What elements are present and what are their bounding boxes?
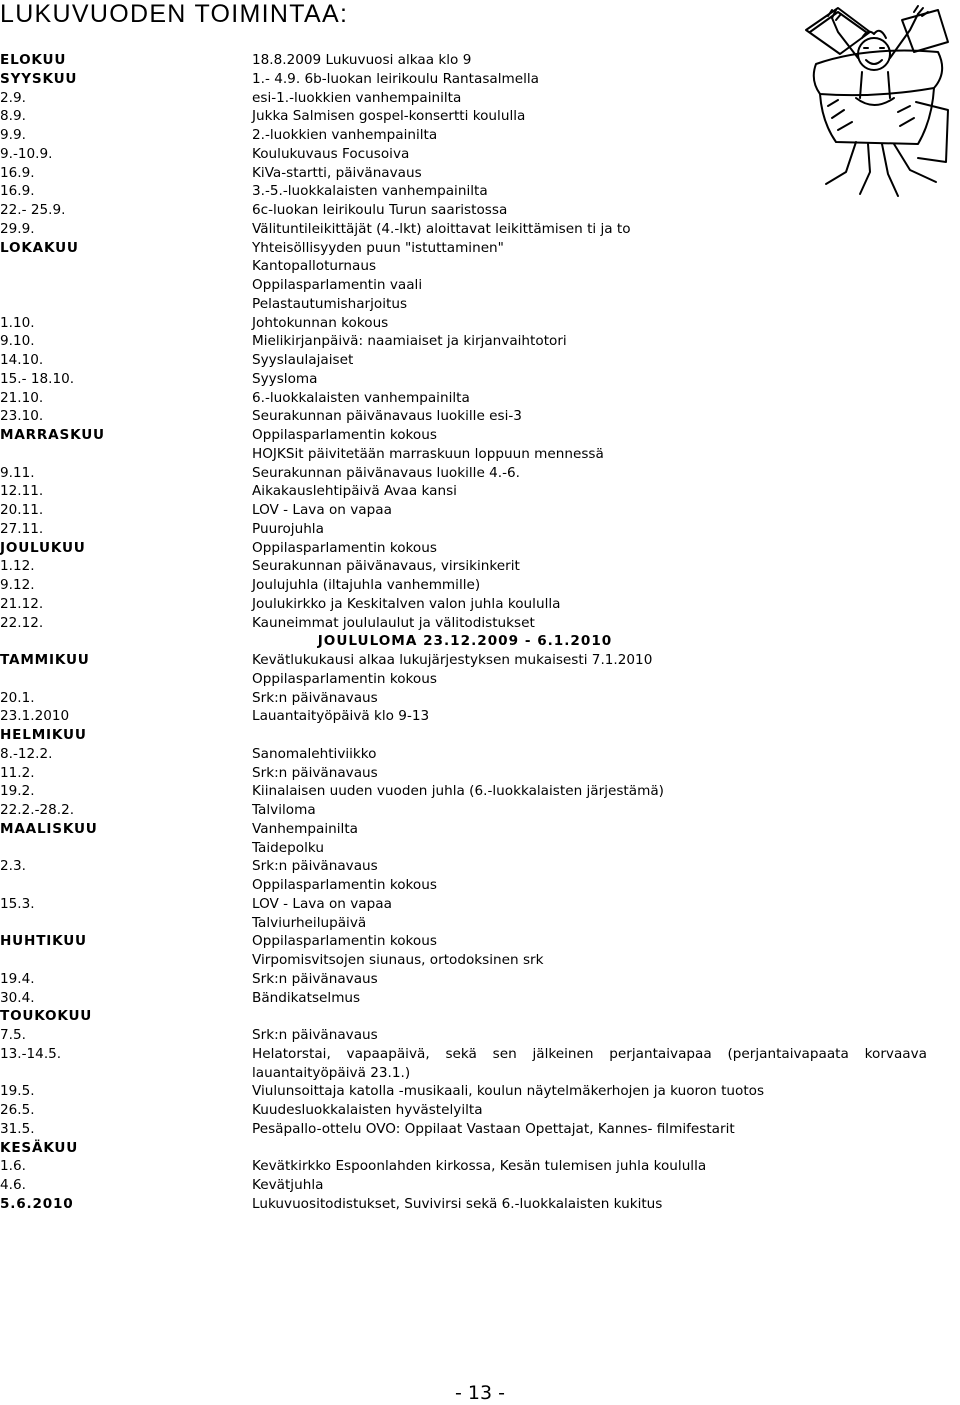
- schedule-row: [0, 689, 930, 708]
- schedule-row: [0, 989, 930, 1008]
- schedule-row: [0, 726, 930, 745]
- event-description: Oppilasparlamentin kokous: [252, 539, 437, 556]
- schedule-row: [0, 520, 930, 539]
- event-date: 19.5.: [0, 1083, 35, 1100]
- event-description: 2.-luokkien vanhempainilta: [252, 127, 438, 143]
- event-description: Vanhempainilta: [252, 820, 358, 837]
- schedule-row: [0, 107, 930, 126]
- event-description: KiVa-startti, päivänavaus: [252, 164, 422, 181]
- event-description: Koulukuvaus Focusoiva: [252, 145, 410, 162]
- event-date: 16.9.: [0, 183, 35, 200]
- event-date: 19.2.: [0, 783, 35, 800]
- schedule-row: [0, 614, 930, 633]
- event-description: Yhteisöllisyyden puun "istuttaminen": [252, 239, 504, 256]
- event-description: Srk:n päivänavaus: [252, 764, 378, 781]
- schedule-row: [0, 220, 930, 239]
- event-description: Kevätjuhla: [252, 1177, 324, 1193]
- event-description: LOV - Lava on vapaa: [252, 895, 392, 912]
- event-description: Välituntileikittäjät (4.-lkt) aloittavat leikittämisen ti ja to: [252, 220, 631, 237]
- event-date: 1.10.: [0, 314, 35, 331]
- schedule-row: [0, 1101, 930, 1120]
- event-description: 6.-luokkalaisten vanhempainilta: [252, 389, 470, 406]
- event-description: Lukuvuositodistukset, Suvivirsi sekä 6.-luokkalaisten kukitus: [252, 1195, 663, 1212]
- schedule-row: [0, 1026, 930, 1045]
- event-date: 20.11.: [0, 502, 44, 518]
- schedule-row: [0, 314, 930, 333]
- event-description: Kevätkirkko Espoonlahden kirkossa, Kesän tulemisen juhla koululla: [252, 1158, 707, 1175]
- event-description: Joulukirkko ja Keskitalven valon juhla koululla: [252, 595, 561, 612]
- page-title: LUKUVUODEN TOIMINTAA:: [0, 0, 349, 28]
- schedule-row: [0, 332, 930, 351]
- event-description: HOJKSit päivitetään marraskuun loppuun mennessä: [252, 445, 604, 462]
- event-description: Joulujuhla (iltajuhla vanhemmille): [252, 577, 481, 593]
- event-description: Oppilasparlamentin vaali: [252, 277, 423, 293]
- schedule-row: [0, 51, 930, 70]
- event-date: 5.6.2010: [0, 1195, 74, 1212]
- event-date: 1.12.: [0, 558, 35, 575]
- schedule-row: [0, 857, 930, 876]
- event-date: 27.11.: [0, 520, 44, 537]
- schedule-row: [0, 782, 930, 801]
- schedule-row: [0, 126, 930, 145]
- schedule-row: [0, 932, 930, 951]
- event-date: 20.1.: [0, 689, 35, 706]
- event-description: Kantopalloturnaus: [252, 258, 377, 275]
- event-date: ELOKUU: [0, 52, 67, 68]
- event-date: KESÄKUU: [0, 1139, 79, 1156]
- event-description: Jukka Salmisen gospel-konsertti koululla: [252, 108, 526, 125]
- event-date: 23.10.: [0, 408, 44, 425]
- event-description: Syyslaulajaiset: [252, 352, 354, 368]
- event-description: Virpomisvitsojen siunaus, ortodoksinen srk: [252, 952, 544, 968]
- event-date: 9.12.: [0, 577, 35, 593]
- event-date: MARRASKUU: [0, 427, 105, 443]
- event-description: Oppilasparlamentin kokous: [252, 670, 437, 687]
- schedule-row: [0, 1082, 930, 1101]
- schedule-row: [0, 257, 930, 276]
- event-description: esi-1.-luokkien vanhempainilta: [252, 89, 462, 106]
- event-date: 1.6.: [0, 1158, 26, 1175]
- event-date: 19.4.: [0, 970, 35, 987]
- event-description: Viulunsoittaja katolla -musikaali, koulun näytelmäkerhojen ja kuoron tuotos: [252, 1083, 765, 1100]
- event-description: 18.8.2009 Lukuvuosi alkaa klo 9: [252, 52, 472, 68]
- event-date: 30.4.: [0, 989, 35, 1006]
- event-date: 14.10.: [0, 352, 44, 368]
- event-date: 9.11.: [0, 464, 35, 481]
- schedule-row: [0, 164, 930, 183]
- event-date: JOULUKUU: [0, 539, 86, 556]
- event-description: Lauantaityöpäivä klo 9-13: [252, 708, 430, 725]
- schedule-row: [0, 764, 930, 783]
- event-date: TOUKOKUU: [0, 1008, 93, 1025]
- schedule-row: [0, 351, 930, 370]
- schedule-row: [0, 1045, 930, 1083]
- event-description: Sanomalehtiviikko: [252, 745, 377, 762]
- event-description: Oppilasparlamentin kokous: [252, 877, 437, 893]
- event-description: 6c-luokan leirikoulu Turun saaristossa: [252, 202, 508, 218]
- schedule-row: [0, 1139, 930, 1158]
- event-description: Srk:n päivänavaus: [252, 858, 378, 875]
- schedule-row: [0, 407, 930, 426]
- event-date: 9.-10.9.: [0, 145, 53, 162]
- schedule-row: [0, 670, 930, 689]
- event-description: Talviurheilupäivä: [252, 914, 367, 931]
- event-description: Aikakauslehtipäivä Avaa kansi: [252, 483, 457, 500]
- event-description: Syysloma: [252, 370, 318, 387]
- schedule-row: [0, 651, 930, 670]
- schedule-row: [0, 482, 930, 501]
- event-date: 7.5.: [0, 1027, 26, 1043]
- event-date: 22.2.-28.2.: [0, 802, 75, 818]
- event-description: Oppilasparlamentin kokous: [252, 427, 437, 443]
- schedule-row: [0, 576, 930, 595]
- event-description: Kiinalaisen uuden vuoden juhla (6.-luokkalaisten järjestämä): [252, 783, 664, 800]
- event-description: Seurakunnan päivänavaus luokille 4.-6.: [252, 464, 520, 481]
- event-date: 15.- 18.10.: [0, 370, 75, 387]
- event-date: SYYSKUU: [0, 70, 78, 87]
- event-date: 9.10.: [0, 333, 35, 350]
- schedule-row: [0, 201, 930, 220]
- schedule-row: [0, 1176, 930, 1195]
- schedule-row: [0, 539, 930, 558]
- page-number: - 13 -: [455, 1382, 505, 1404]
- schedule-row: [0, 501, 930, 520]
- event-description: Talviloma: [252, 802, 316, 818]
- schedule-row: [0, 895, 930, 914]
- schedule-row: [0, 1007, 930, 1026]
- event-description: Bändikatselmus: [252, 989, 361, 1006]
- event-description: 1.- 4.9. 6b-luokan leirikoulu Rantasalmella: [252, 70, 539, 87]
- event-date: HUHTIKUU: [0, 933, 87, 950]
- event-date: 29.9.: [0, 220, 35, 237]
- schedule-row: [0, 464, 930, 483]
- event-date: 2.3.: [0, 858, 26, 875]
- schedule-row: [0, 1195, 930, 1214]
- event-date: 22.12.: [0, 614, 44, 631]
- event-date: 21.10.: [0, 389, 44, 406]
- event-description: Pesäpallo-ottelu OVO: Oppilaat Vastaan Opettajat, Kannes- filmifestarit: [252, 1120, 735, 1137]
- event-description: Srk:n päivänavaus: [252, 1027, 378, 1043]
- schedule-list: [0, 51, 930, 1214]
- event-date: 13.-14.5.: [0, 1045, 62, 1062]
- event-description: Srk:n päivänavaus: [252, 970, 378, 987]
- event-description: Srk:n päivänavaus: [252, 689, 378, 706]
- event-date: 16.9.: [0, 164, 35, 181]
- schedule-row: [0, 89, 930, 108]
- schedule-row: [0, 820, 930, 839]
- event-date: 31.5.: [0, 1120, 35, 1137]
- schedule-row: [0, 426, 930, 445]
- schedule-row: [0, 745, 930, 764]
- event-date: MAALISKUU: [0, 820, 98, 837]
- event-date: 12.11.: [0, 483, 44, 500]
- schedule-row: [0, 70, 930, 89]
- schedule-row: [0, 239, 930, 258]
- schedule-row: [0, 389, 930, 408]
- schedule-row: [0, 445, 930, 464]
- schedule-row: [0, 276, 930, 295]
- event-date: 4.6.: [0, 1177, 26, 1193]
- schedule-row: [0, 595, 930, 614]
- schedule-row: [0, 839, 930, 858]
- event-description: Johtokunnan kokous: [252, 314, 389, 331]
- event-date: 11.2.: [0, 764, 35, 781]
- event-date: 21.12.: [0, 595, 44, 612]
- event-date: 23.1.2010: [0, 708, 70, 725]
- event-description: 3.-5.-luokkalaisten vanhempainilta: [252, 183, 488, 200]
- schedule-row: [0, 876, 930, 895]
- schedule-row: [0, 632, 930, 651]
- event-date: LOKAKUU: [0, 239, 79, 256]
- event-description: Taidepolku: [252, 839, 324, 856]
- event-description: Seurakunnan päivänavaus, virsikinkerit: [252, 558, 520, 575]
- schedule-row: [0, 370, 930, 389]
- event-date: 2.9.: [0, 89, 26, 106]
- event-description: Pelastautumisharjoitus: [252, 295, 408, 312]
- event-date: HELMIKUU: [0, 727, 87, 743]
- schedule-row: [0, 145, 930, 164]
- schedule-row: [0, 557, 930, 576]
- schedule-row: [0, 951, 930, 970]
- event-description: JOULULOMA 23.12.2009 - 6.1.2010: [317, 633, 613, 650]
- event-date: 9.9.: [0, 127, 26, 143]
- event-date: 22.- 25.9.: [0, 202, 66, 218]
- event-description: Kauneimmat joululaulut ja välitodistukset: [252, 614, 535, 631]
- event-date: 8.9.: [0, 108, 26, 125]
- event-date: 15.3.: [0, 895, 35, 912]
- event-description: Kuudesluokkalaisten hyvästelyilta: [252, 1102, 483, 1118]
- schedule-row: [0, 970, 930, 989]
- event-description: Mielikirjanpäivä: naamiaiset ja kirjanvaihtotori: [252, 333, 567, 350]
- event-description: Kevätlukukausi alkaa lukujärjestyksen mukaisesti 7.1.2010: [252, 652, 653, 668]
- event-date: 8.-12.2.: [0, 745, 53, 762]
- schedule-row: [0, 1120, 930, 1139]
- event-description: Helatorstai, vapaapäivä, sekä sen jälkeinen perjantaivapaa (perjantaivapaata korvaava lauantaityöpäivä 23.1.): [252, 1045, 927, 1081]
- event-date: TAMMIKUU: [0, 652, 90, 668]
- schedule-row: [0, 801, 930, 820]
- schedule-row: [0, 707, 930, 726]
- schedule-row: [0, 182, 930, 201]
- schedule-row: [0, 914, 930, 933]
- event-description: Oppilasparlamentin kokous: [252, 933, 437, 950]
- schedule-row: [0, 1157, 930, 1176]
- event-description: Puurojuhla: [252, 520, 324, 537]
- event-description: Seurakunnan päivänavaus luokille esi-3: [252, 408, 522, 425]
- schedule-row: [0, 295, 930, 314]
- event-date: 26.5.: [0, 1102, 35, 1118]
- event-description: LOV - Lava on vapaa: [252, 502, 392, 518]
